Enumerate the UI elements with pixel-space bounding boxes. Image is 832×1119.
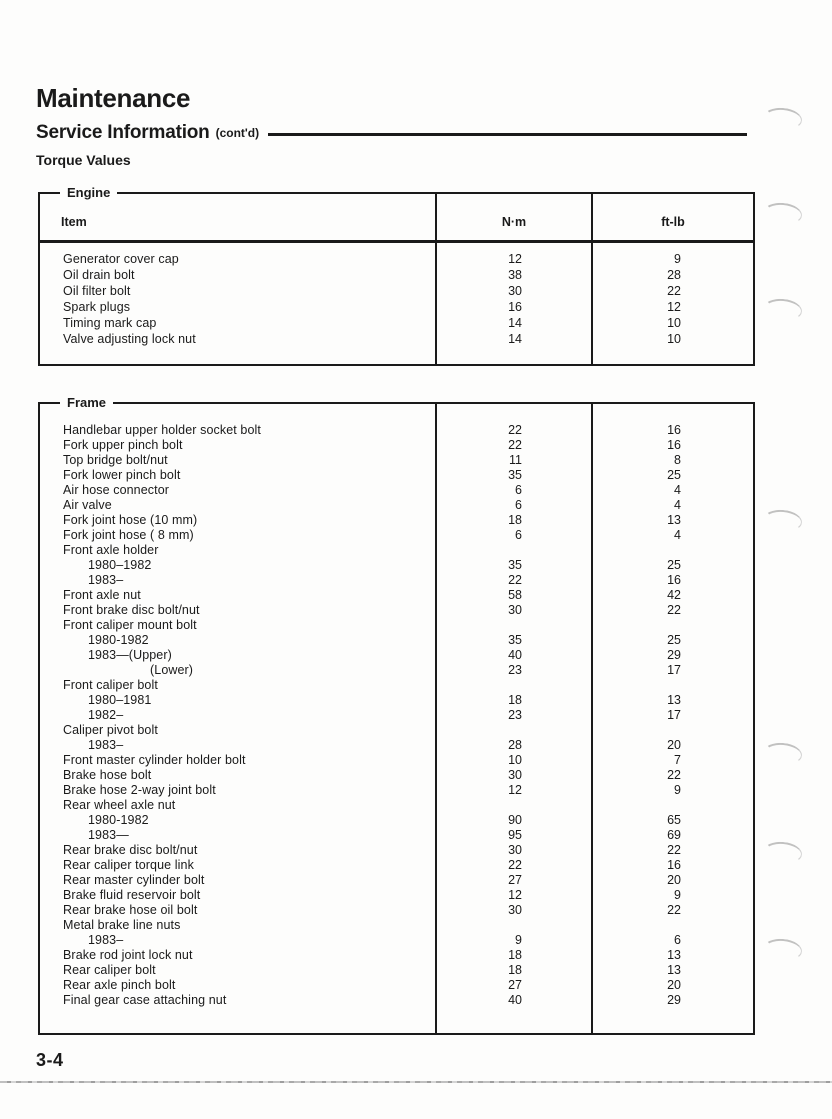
nm-value: 18 (508, 947, 522, 962)
nm-value: 22 (508, 572, 522, 587)
table-row (40, 692, 753, 707)
ftlb-value: 42 (667, 587, 681, 602)
ftlb-cell (591, 283, 753, 299)
nm-cell (435, 782, 591, 797)
nm-cell (435, 602, 591, 617)
table-header (40, 194, 753, 243)
table-row (40, 617, 753, 632)
scan-binding-mark (762, 297, 803, 322)
table-row (40, 251, 753, 267)
scan-binding-mark (762, 508, 803, 533)
ftlb-cell (591, 707, 753, 722)
nm-cell (435, 692, 591, 707)
nm-value: 95 (508, 827, 522, 842)
nm-cell (435, 677, 591, 692)
item-cell: Handlebar upper holder socket bolt (63, 422, 261, 437)
table-spacer-row (40, 243, 753, 251)
nm-cell (435, 347, 591, 364)
item-cell: 1983— (88, 827, 129, 842)
ftlb-cell (591, 557, 753, 572)
nm-cell (435, 557, 591, 572)
ftlb-cell (591, 857, 753, 872)
nm-cell (435, 283, 591, 299)
ftlb-cell (591, 315, 753, 331)
item-cell: Timing mark cap (63, 316, 157, 330)
nm-cell (435, 932, 591, 947)
scan-binding-mark (762, 201, 803, 226)
nm-cell (435, 722, 591, 737)
nm-cell (435, 467, 591, 482)
subtitle: Service Information (36, 122, 210, 143)
ftlb-cell (591, 692, 753, 707)
table-row (40, 932, 753, 947)
nm-cell (435, 962, 591, 977)
nm-cell (435, 992, 591, 1007)
ftlb-cell (591, 347, 753, 364)
nm-value: 40 (508, 992, 522, 1007)
nm-value: 22 (508, 422, 522, 437)
nm-cell (435, 422, 591, 437)
nm-cell (435, 1007, 591, 1033)
table-row (40, 677, 753, 692)
ftlb-cell (591, 482, 753, 497)
item-cell: Oil filter bolt (63, 284, 131, 298)
ftlb-cell (591, 902, 753, 917)
nm-value: 22 (508, 437, 522, 452)
item-cell: Metal brake line nuts (63, 917, 181, 932)
ftlb-value: 25 (667, 557, 681, 572)
table-row (40, 857, 753, 872)
ftlb-cell (591, 737, 753, 752)
nm-value: 30 (508, 902, 522, 917)
table-row (40, 283, 753, 299)
ftlb-cell (591, 467, 753, 482)
ftlb-cell (591, 617, 753, 632)
nm-cell (435, 572, 591, 587)
section-title: Torque Values (36, 152, 131, 168)
nm-value: 90 (508, 812, 522, 827)
nm-value: 11 (509, 452, 522, 467)
table-row (40, 497, 753, 512)
nm-cell (435, 299, 591, 315)
table-spacer-row (40, 404, 753, 422)
table-row (40, 797, 753, 812)
ftlb-cell (591, 722, 753, 737)
ftlb-cell (591, 251, 753, 267)
ftlb-value: 9 (674, 782, 681, 797)
nm-value: 23 (508, 662, 522, 677)
table-row (40, 542, 753, 557)
nm-value: 35 (508, 632, 522, 647)
nm-value: 28 (508, 737, 522, 752)
ftlb-cell (591, 404, 753, 422)
table-row (40, 632, 753, 647)
table-row (40, 572, 753, 587)
ftlb-value: 29 (667, 647, 681, 662)
table-row (40, 767, 753, 782)
table-legend: Engine (60, 185, 117, 201)
ftlb-cell (591, 752, 753, 767)
table-row (40, 662, 753, 677)
table-row (40, 962, 753, 977)
ftlb-cell (591, 527, 753, 542)
nm-value: 30 (508, 602, 522, 617)
ftlb-cell (591, 647, 753, 662)
table-row (40, 602, 753, 617)
ftlb-cell (591, 662, 753, 677)
engine-torque-table (38, 185, 755, 366)
scan-binding-mark (762, 937, 803, 962)
item-cell: Front axle holder (63, 542, 159, 557)
table-row (40, 267, 753, 283)
nm-value: 18 (508, 962, 522, 977)
nm-value: 9 (515, 932, 522, 947)
item-cell: Front caliper bolt (63, 677, 158, 692)
nm-cell (435, 331, 591, 347)
ftlb-value: 22 (667, 284, 681, 298)
table-row (40, 587, 753, 602)
item-cell: Brake hose bolt (63, 767, 152, 782)
item-cell: 1983– (88, 572, 124, 587)
item-cell: Top bridge bolt/nut (63, 452, 168, 467)
item-cell (40, 347, 435, 364)
table-row (40, 827, 753, 842)
table-row (40, 737, 753, 752)
table-row (40, 842, 753, 857)
nm-cell (435, 797, 591, 812)
ftlb-cell (591, 767, 753, 782)
nm-value: 10 (508, 752, 522, 767)
item-cell: Front caliper mount bolt (63, 617, 197, 632)
ftlb-value: 13 (667, 512, 681, 527)
item-cell: Brake fluid reservoir bolt (63, 887, 201, 902)
nm-value: 22 (508, 857, 522, 872)
ftlb-value: 20 (667, 872, 681, 887)
ftlb-value: 16 (667, 437, 681, 452)
table-row (40, 647, 753, 662)
item-cell: 1980–1981 (88, 692, 152, 707)
ftlb-cell (591, 243, 753, 251)
ftlb-cell (591, 842, 753, 857)
ftlb-value: 8 (674, 452, 681, 467)
table-spacer-row (40, 347, 753, 364)
table-row (40, 467, 753, 482)
ftlb-cell (591, 602, 753, 617)
column-header-ftlb: ft-lb (591, 194, 753, 240)
ftlb-cell (591, 512, 753, 527)
item-cell: 1983– (88, 737, 124, 752)
table-row (40, 452, 753, 467)
ftlb-value: 17 (667, 707, 681, 722)
item-cell: Air valve (63, 497, 112, 512)
ftlb-value: 10 (667, 332, 681, 346)
nm-value: 6 (515, 497, 522, 512)
table-row (40, 887, 753, 902)
table-body (40, 243, 753, 364)
ftlb-cell (591, 542, 753, 557)
nm-value: 23 (508, 707, 522, 722)
table-row (40, 315, 753, 331)
nm-cell (435, 497, 591, 512)
ftlb-cell (591, 497, 753, 512)
table-row (40, 752, 753, 767)
nm-cell (435, 632, 591, 647)
nm-cell (435, 617, 591, 632)
item-cell: Fork upper pinch bolt (63, 437, 183, 452)
ftlb-value: 22 (667, 902, 681, 917)
ftlb-value: 69 (667, 827, 681, 842)
nm-cell (435, 542, 591, 557)
ftlb-value: 65 (667, 812, 681, 827)
column-header-item: Item (61, 215, 87, 229)
nm-value: 18 (508, 512, 522, 527)
item-cell: Valve adjusting lock nut (63, 332, 196, 346)
ftlb-cell (591, 887, 753, 902)
nm-cell (435, 947, 591, 962)
nm-value: 30 (508, 842, 522, 857)
ftlb-value: 22 (667, 767, 681, 782)
table-row (40, 422, 753, 437)
nm-value: 16 (508, 300, 522, 314)
nm-value: 6 (515, 527, 522, 542)
ftlb-value: 22 (667, 602, 681, 617)
ftlb-cell (591, 947, 753, 962)
item-cell (40, 1007, 435, 1033)
subtitle-rule (268, 133, 747, 136)
ftlb-value: 4 (674, 482, 681, 497)
nm-cell (435, 482, 591, 497)
table-row (40, 992, 753, 1007)
nm-cell (435, 977, 591, 992)
item-cell: Front brake disc bolt/nut (63, 602, 200, 617)
table-row (40, 512, 753, 527)
nm-value: 35 (508, 557, 522, 572)
nm-cell (435, 902, 591, 917)
ftlb-cell (591, 632, 753, 647)
nm-cell (435, 662, 591, 677)
ftlb-value: 13 (667, 962, 681, 977)
ftlb-value: 20 (667, 977, 681, 992)
nm-cell (435, 251, 591, 267)
nm-value: 27 (508, 977, 522, 992)
nm-cell (435, 527, 591, 542)
item-cell: 1982– (88, 707, 124, 722)
item-cell: Generator cover cap (63, 252, 179, 266)
nm-value: 27 (508, 872, 522, 887)
nm-cell (435, 243, 591, 251)
nm-value: 18 (508, 692, 522, 707)
ftlb-cell (591, 331, 753, 347)
ftlb-value: 13 (667, 692, 681, 707)
ftlb-value: 22 (667, 842, 681, 857)
ftlb-cell (591, 797, 753, 812)
ftlb-value: 9 (674, 252, 681, 266)
ftlb-cell (591, 872, 753, 887)
frame-torque-table (38, 395, 755, 1035)
ftlb-cell (591, 572, 753, 587)
item-cell: 1983– (88, 932, 124, 947)
item-cell: Rear wheel axle nut (63, 797, 176, 812)
nm-value: 30 (508, 767, 522, 782)
nm-cell (435, 452, 591, 467)
table-row (40, 482, 753, 497)
nm-cell (435, 827, 591, 842)
ftlb-value: 20 (667, 737, 681, 752)
nm-cell (435, 267, 591, 283)
item-cell: 1980-1982 (88, 632, 149, 647)
scan-page-edge-line (0, 1081, 832, 1083)
ftlb-value: 7 (674, 752, 681, 767)
nm-cell (435, 767, 591, 782)
nm-value: 12 (508, 252, 522, 266)
scan-binding-mark (762, 741, 803, 766)
nm-cell (435, 917, 591, 932)
table-row (40, 707, 753, 722)
table-row (40, 557, 753, 572)
nm-value: 38 (508, 268, 522, 282)
item-cell: Fork joint hose (10 mm) (63, 512, 198, 527)
item-cell: Brake hose 2-way joint bolt (63, 782, 216, 797)
page-number: 3-4 (36, 1050, 64, 1070)
nm-cell (435, 857, 591, 872)
item-cell: Fork joint hose ( 8 mm) (63, 527, 194, 542)
table-body (40, 404, 753, 1033)
table-row (40, 872, 753, 887)
ftlb-cell (591, 962, 753, 977)
subtitle-row (36, 123, 755, 143)
nm-cell (435, 404, 591, 422)
nm-value: 35 (508, 467, 522, 482)
nm-value: 58 (508, 587, 522, 602)
scan-binding-mark (762, 106, 803, 131)
table-row (40, 299, 753, 315)
nm-value: 12 (508, 782, 522, 797)
ftlb-cell (591, 932, 753, 947)
ftlb-value: 28 (667, 268, 681, 282)
item-cell: Rear brake hose oil bolt (63, 902, 198, 917)
ftlb-cell (591, 812, 753, 827)
ftlb-value: 12 (667, 300, 681, 314)
subtitle-contd: (cont'd) (215, 126, 260, 140)
ftlb-cell (591, 299, 753, 315)
column-header-nm: N·m (435, 194, 591, 240)
item-cell: Air hose connector (63, 482, 170, 497)
ftlb-cell (591, 422, 753, 437)
nm-cell (435, 587, 591, 602)
table-row (40, 977, 753, 992)
nm-cell (435, 872, 591, 887)
ftlb-value: 25 (667, 467, 681, 482)
table-row (40, 782, 753, 797)
nm-cell (435, 437, 591, 452)
nm-value: 30 (508, 284, 522, 298)
nm-cell (435, 737, 591, 752)
ftlb-cell (591, 782, 753, 797)
item-cell: 1983—(Upper) (88, 647, 172, 662)
item-cell: (Lower) (150, 662, 194, 677)
ftlb-value: 29 (667, 992, 681, 1007)
table-row (40, 527, 753, 542)
table-row (40, 947, 753, 962)
nm-cell (435, 512, 591, 527)
ftlb-value: 13 (667, 947, 681, 962)
item-cell: Fork lower pinch bolt (63, 467, 181, 482)
table-row (40, 902, 753, 917)
item-cell: Front axle nut (63, 587, 141, 602)
table-row (40, 437, 753, 452)
item-cell: Caliper pivot bolt (63, 722, 158, 737)
ftlb-value: 4 (674, 497, 681, 512)
page-title: Maintenance (36, 83, 191, 113)
item-cell: Brake rod joint lock nut (63, 947, 193, 962)
nm-value: 14 (508, 332, 522, 346)
ftlb-value: 17 (667, 662, 681, 677)
ftlb-value: 16 (667, 572, 681, 587)
ftlb-value: 4 (674, 527, 681, 542)
nm-cell (435, 752, 591, 767)
item-cell: Front master cylinder holder bolt (63, 752, 246, 767)
item-cell (40, 243, 435, 251)
nm-cell (435, 315, 591, 331)
nm-cell (435, 842, 591, 857)
table-row (40, 812, 753, 827)
ftlb-cell (591, 437, 753, 452)
item-cell: Rear caliper bolt (63, 962, 156, 977)
nm-cell (435, 707, 591, 722)
nm-value: 40 (508, 647, 522, 662)
ftlb-cell (591, 1007, 753, 1033)
item-cell: Rear master cylinder bolt (63, 872, 205, 887)
table-legend: Frame (60, 395, 113, 411)
ftlb-value: 25 (667, 632, 681, 647)
item-cell: Oil drain bolt (63, 268, 135, 282)
ftlb-value: 10 (667, 316, 681, 330)
table-row (40, 331, 753, 347)
ftlb-cell (591, 917, 753, 932)
ftlb-cell (591, 827, 753, 842)
nm-value: 6 (515, 482, 522, 497)
nm-value: 12 (508, 887, 522, 902)
ftlb-value: 16 (667, 422, 681, 437)
scan-binding-mark (762, 840, 803, 865)
item-cell: 1980–1982 (88, 557, 152, 572)
ftlb-cell (591, 977, 753, 992)
nm-cell (435, 887, 591, 902)
item-cell: Final gear case attaching nut (63, 992, 227, 1007)
ftlb-cell (591, 452, 753, 467)
item-cell: Spark plugs (63, 300, 131, 314)
table-spacer-row (40, 1007, 753, 1033)
table-row (40, 722, 753, 737)
table-row (40, 917, 753, 932)
item-cell: Rear axle pinch bolt (63, 977, 176, 992)
nm-value: 14 (508, 316, 522, 330)
ftlb-cell (591, 992, 753, 1007)
nm-cell (435, 647, 591, 662)
ftlb-cell (591, 677, 753, 692)
ftlb-value: 6 (674, 932, 681, 947)
item-cell: Rear caliper torque link (63, 857, 194, 872)
ftlb-value: 9 (674, 887, 681, 902)
ftlb-cell (591, 587, 753, 602)
ftlb-cell (591, 267, 753, 283)
item-cell: 1980-1982 (88, 812, 149, 827)
item-cell: Rear brake disc bolt/nut (63, 842, 198, 857)
nm-cell (435, 812, 591, 827)
ftlb-value: 16 (667, 857, 681, 872)
